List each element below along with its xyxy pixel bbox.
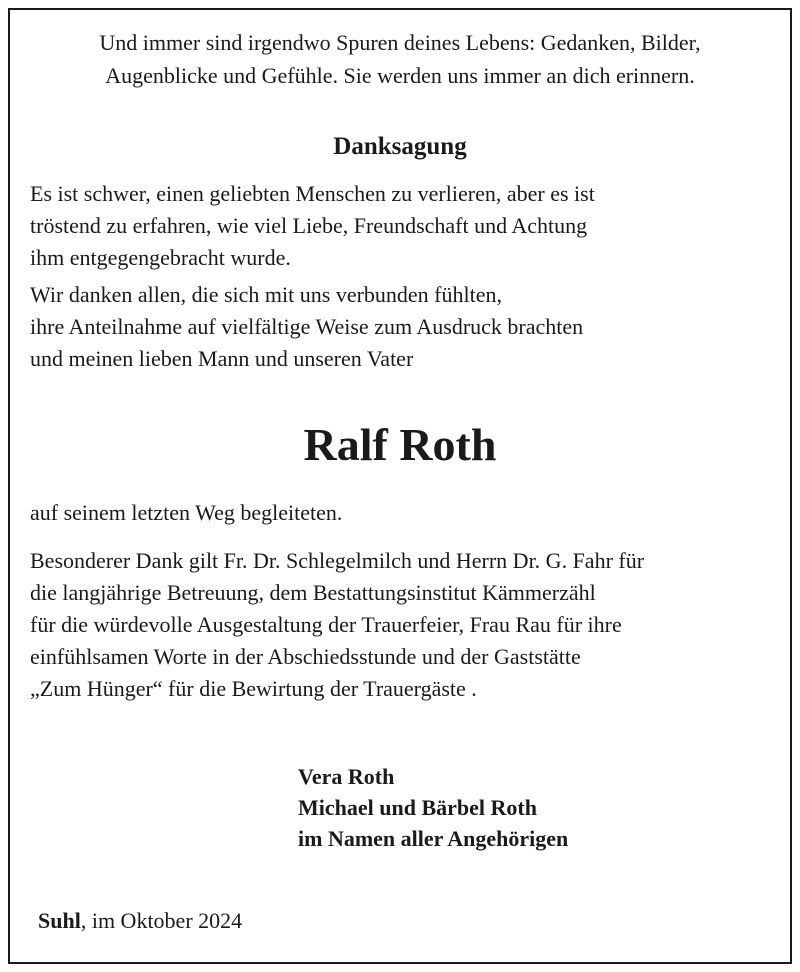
- paragraph-last-way: auf seinem letzten Weg begleiteten.: [30, 500, 343, 525]
- quote-line: Und immer sind irgendwo Spuren deines Lebens: Gedanken, Bilder,: [99, 30, 701, 55]
- text-line: „Zum Hünger“ für die Bewirtung der Trauergäste .: [30, 676, 477, 701]
- text-line: Wir danken allen, die sich mit uns verbunden fühlten,: [30, 282, 502, 307]
- signer-line: Michael und Bärbel Roth: [298, 795, 537, 820]
- text-line: die langjährige Betreuung, dem Bestattungsinstitut Kämmerzähl: [30, 580, 596, 605]
- signer-line: im Namen aller Angehörigen: [298, 826, 569, 851]
- place-date: [38, 906, 242, 936]
- notice-content: [30, 26, 770, 854]
- paragraph-intro: [30, 178, 770, 274]
- opening-quote: [30, 26, 770, 92]
- text-line: Besonderer Dank gilt Fr. Dr. Schlegelmilch und Herrn Dr. G. Fahr für: [30, 548, 645, 573]
- date-text: , im Oktober 2024: [80, 908, 243, 933]
- paragraph-thanks: [30, 279, 770, 375]
- paragraph-special-thanks: [30, 545, 770, 705]
- deceased-name: Ralf Roth: [303, 419, 497, 470]
- text-line: Es ist schwer, einen geliebten Menschen zu verlieren, aber es ist: [30, 181, 595, 206]
- signer-line: Vera Roth: [298, 764, 395, 789]
- signers-block: [298, 761, 770, 854]
- text-line: ihre Anteilnahme auf vielfältige Weise zum Ausdruck brachten: [30, 314, 584, 339]
- text-line: ihm entgegengebracht wurde.: [30, 245, 291, 270]
- text-line: und meinen lieben Mann und unseren Vater: [30, 346, 414, 371]
- quote-line: Augenblicke und Gefühle. Sie werden uns immer an dich erinnern.: [105, 63, 695, 88]
- text-line: einfühlsamen Worte in der Abschiedsstunde und der Gaststätte: [30, 644, 581, 669]
- notice-title: Danksagung: [333, 133, 467, 160]
- place-city: Suhl: [38, 908, 81, 933]
- text-line: tröstend zu erfahren, wie viel Liebe, Freundschaft und Achtung: [30, 213, 588, 238]
- text-line: für die würdevolle Ausgestaltung der Trauerfeier, Frau Rau für ihre: [30, 612, 622, 637]
